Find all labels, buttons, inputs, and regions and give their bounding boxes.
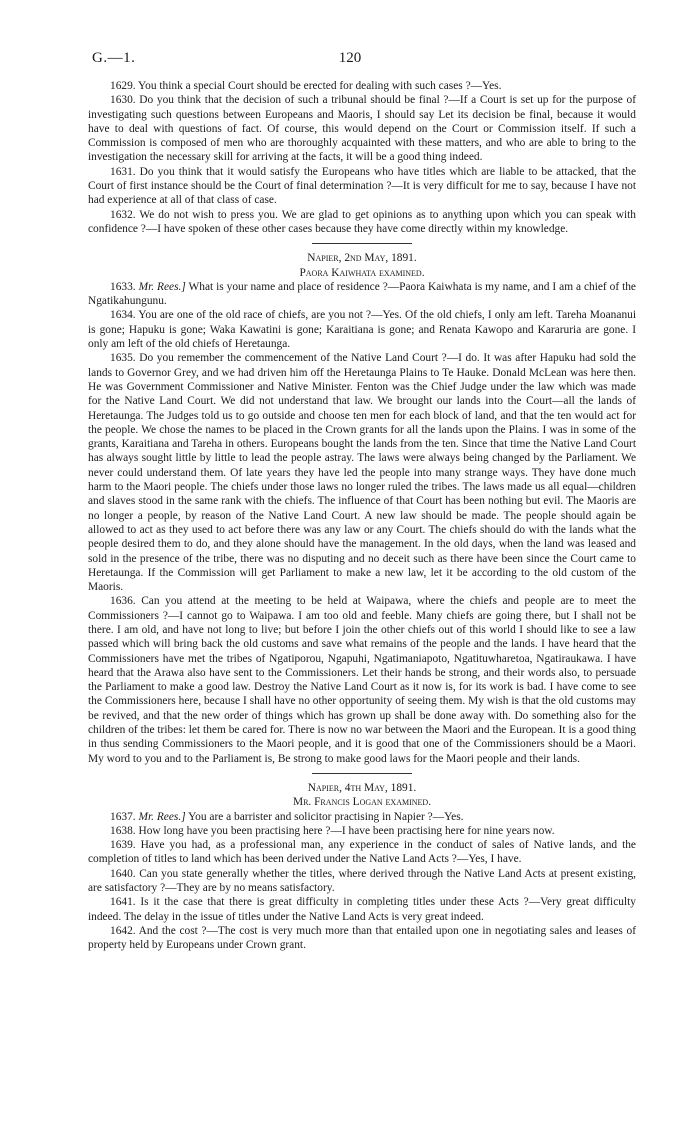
- paragraph-1637: [88, 810, 636, 824]
- paragraph-1638: 1638. How long have you been practising here ?—I have been practising here for nine years now.: [110, 824, 555, 837]
- paragraph-1632: 1632. We do not wish to press you. We are glad to get opinions as to anything upon which you can speak with confidence ?—I have spoken of these other cases because they have come directly within my knowledge.: [88, 208, 636, 235]
- paragraph-1629: 1629. You think a special Court should be erected for dealing with such cases ?—Yes.: [110, 80, 502, 92]
- paragraph-1630: 1630. Do you think that the decision of such a tribunal should be final ?—If a Court is set up for the purpose of investigating such questions between Europeans and Maoris, I should say Let its decision be final, because it would have to deal with questions of fact. Of course, this would depend on the Court or Commission itself. If such a Commission is composed of men who are thoroughly acquainted with these matters, and who are able to bring to the investigation the necessary skill for arriving at the facts, it will be a good thing indeed.: [88, 94, 636, 164]
- paragraph-1640: 1640. Can you state generally whether the titles, where derived through the Native Land Acts at present existing, are satisfactory ?—They are by no means satisfactory.: [88, 867, 636, 895]
- paragraph-1641: 1641. Is it the case that there is great difficulty in completing titles under these Acts ?—Very great difficulty indeed. The delay in the issue of titles under the Native Land Acts is very great indeed.: [88, 896, 636, 923]
- paragraph-1635: 1635. Do you remember the commencement of the Native Land Court ?—I do. It was after Hapuku had sold the lands to Governor Grey, and we had driven him off the Heretaunga Plains to Te Hauke. Donald McLean was here then. He was Government Commissioner and Native Minister. Fenton was the Chief Judge under the law which was made for the Native Land Court. We did not understand that law. We brought our lands into the Court—all the lands of Heretaunga. The Judges told us to go outside and choose ten men for each block of land, and that the ten would act for the people. We chose the names to be placed in the Crown grants for all the lands upon the Plains. I was in some of the grants, Karaitiana and Tareha in others. Europeans bought the lands from the ten. Since that time the Native Land Court has always sought little by little to lead the people astray. The laws were always being changed by the Parliament. We never could understand them. Of late years they have led the people into many strange ways. They have done much harm to the Maori people. The chiefs under those laws no longer ruled the tribes. The laws made us all equal—children and slaves stood in the same rank with the chiefs. The influence of that Court has been nothing but evil. The Maoris are no longer a people, by reason of the Native Land Court. A new law should be made. The people should again be allowed to act as they used to act before there was any law or any Court. The chiefs should do with the lands what the people desired them to do, and they alone should have the management. In the old days, when the land was leased and sold in the presence of the tribe, there was no disputing and no deceit such as there have been since the Court came to Heretaunga. If the Commission will get Parliament to make a new law, let it be according to the old custom of the Maoris.: [88, 352, 636, 594]
- paragraph-1639: 1639. Have you had, as a professional man, any experience in the conduct of sales of Native lands, and the completion of titles to land which has been derived under the Native Land Acts ?—Yes, I have.: [88, 839, 636, 866]
- document-reference: G.—1.: [92, 50, 136, 66]
- witness-heading: Paora Kaiwhata examined.: [299, 266, 425, 279]
- question-number: 1637.: [110, 810, 136, 823]
- witness-heading: Mr. Francis Logan examined.: [292, 796, 432, 809]
- page-body: [88, 79, 636, 953]
- section-date: Napier, 4th May, 1891.: [307, 781, 417, 794]
- section-divider: [312, 773, 412, 774]
- speaker-name: Mr. Rees.]: [138, 810, 186, 823]
- paragraph-1642: 1642. And the cost ?—The cost is very much more than that entailed upon one in negotiating sales and leases of property held by Europeans under Crown grant.: [88, 924, 636, 952]
- paragraph-1636: 1636. Can you attend at the meeting to be held at Waipawa, where the chiefs and people are to meet the Commissioners ?—I cannot go to Waipawa. I am too old and feeble. Many chiefs are going there, but I shall not be there. I am old, and have not long to live; but before I join the other chiefs out of this world I should like to see a law passed which will bring back the old customs and save what remains of the people and the lands. I have heard that the Commissioners have met the tribes of Ngatiporou, Ngapuhi, Ngatimaniapoto, Ngatituwharetoa, Ngatiraukawa. I have heard that the Arawa also have sent to the Commissioners. Let their hands be strong, and their words also, to persuade the Parliament to make a good law. Destroy the Native Land Court as it now is, for its work is bad. I have come to see the Commissioners here, because I shall have no other opportunity of seeing them. My wish is that the old customs may be revived, and that the new order of things which has grown up shall be done away with. Do something also for the children of the tribes: let them be cared for. There is now no war between the Maori and the European. It is a good thing in thus sending Commissioners to the Maori people, and it is good that one of the Commissioners should be a Maori. My word to you and to the Parliament is, Be strong to make good laws for the Maori people and their lands.: [88, 595, 636, 765]
- paragraph-1631: 1631. Do you think that it would satisfy the Europeans who have titles which are liable to be attacked, that the Court of first instance should be the Court of final determination ?—It is very difficult for me to say, because I have not had experience at all of that class of case.: [88, 165, 636, 207]
- paragraph-1634: 1634. You are one of the old race of chiefs, are you not ?—Yes. Of the old chiefs, I only am left. Tareha Moananui is gone; Hapuku is gone; Waka Kawatini is gone; Karaitiana is gone; and Renata Kawopo and Kararuria are gone. I only am left of the old chiefs of Heretaunga.: [88, 309, 636, 351]
- paragraph-1633: [88, 280, 636, 309]
- section-divider: [312, 243, 412, 244]
- page-number: 120: [338, 50, 362, 66]
- speaker-name: Mr. Rees.]: [138, 280, 186, 293]
- question-text: You are a barrister and solicitor practising in Napier ?—Yes.: [188, 810, 464, 823]
- question-text: What is your name and place of residence ?—Paora Kaiwhata is my name, and I am a chief of the Ngatikahungunu.: [88, 280, 636, 308]
- section-date: Napier, 2nd May, 1891.: [307, 252, 417, 265]
- question-number: 1633.: [110, 280, 136, 293]
